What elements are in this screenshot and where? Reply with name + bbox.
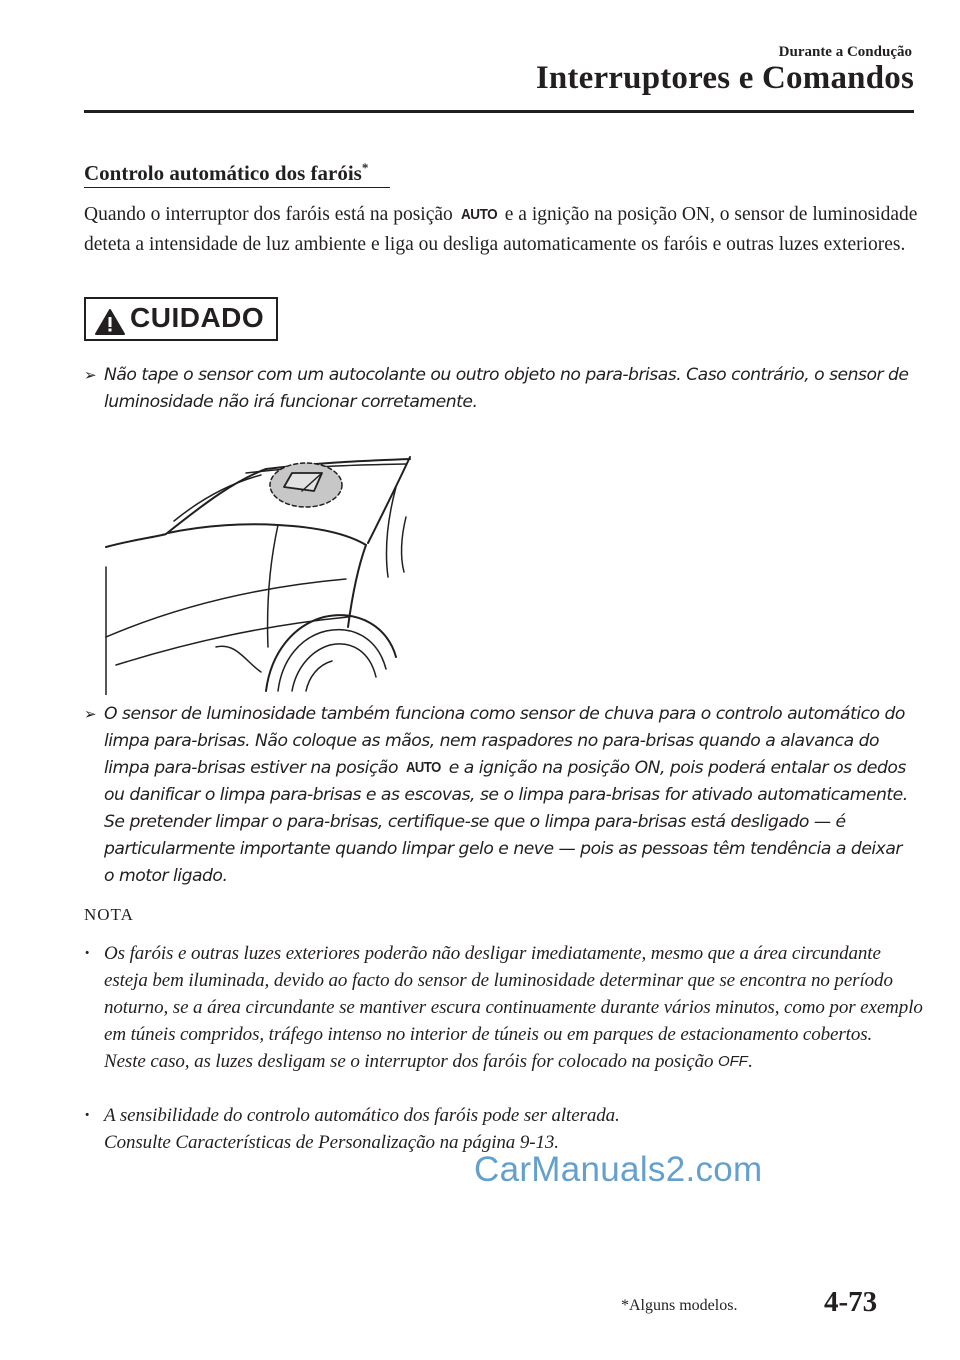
caution-item-2-text-end: e a ignição na posição ON, pois poderá entalar os dedos ou danificar o limpa para-brisas e as escovas, se o limpa para-brisas for ativado automaticamente. Se pretender limpar o para-brisas, certifique-se que o limpa para-brisas está desligado — é particularmente importante quando limpar gelo e neve — pois as pessoas têm tendência a deixar o motor ligado. (104, 758, 908, 886)
windshield-sensor-illustration (96, 447, 416, 695)
caution-item-1 (84, 362, 914, 416)
note-item-1-text (104, 940, 924, 1075)
off-position-symbol: OFF (718, 1053, 748, 1070)
caution-item-2-text (104, 701, 914, 890)
dot-bullet-icon: · (84, 1105, 91, 1126)
section-title (84, 160, 368, 186)
caution-item-1-text: Não tape o sensor com um autocolante ou outro objeto no para-brisas. Caso contrário, o sensor de luminosidade não irá funcionar corretamente. (104, 365, 909, 412)
intro-paragraph (84, 200, 924, 260)
arrowhead-bullet-icon: ➢ (84, 366, 97, 384)
header-chapter-title: Interruptores e Comandos (535, 60, 914, 96)
caution-item-2-text-start: O sensor de luminosidade também funciona como sensor de chuva para o controlo automático do limpa para-brisas. Não coloque as mãos, nem raspadores no para-brisas quando a alavanca do limpa para-brisas estiver na posição (104, 704, 905, 778)
header-section-label: Durante a Condução (778, 44, 912, 60)
watermark-text: CarManuals2.com (474, 1150, 763, 1189)
caution-item-2 (84, 701, 914, 890)
footnote: *Alguns modelos. (621, 1297, 738, 1314)
intro-text-start: Quando o interruptor dos faróis está na posição (84, 204, 458, 225)
arrowhead-bullet-icon: ➢ (84, 705, 97, 723)
note-item-1 (84, 940, 924, 1075)
note-item-1-line2-end: . (747, 1051, 753, 1072)
note-item-2-text (104, 1102, 924, 1156)
note-item-2-main: A sensibilidade do controlo automático dos faróis pode ser alterada. (104, 1105, 620, 1126)
section-title-mark: * (361, 160, 369, 175)
warning-triangle-icon (94, 308, 126, 336)
auto-position-symbol: AUTO (405, 760, 441, 776)
dot-bullet-icon: · (84, 943, 91, 964)
note-item-1-line2-start: Neste caso, as luzes desligam se o interruptor dos faróis for colocado na posição (104, 1051, 719, 1072)
header-rule (84, 110, 914, 113)
auto-position-symbol: AUTO (460, 206, 497, 223)
note-item-2 (84, 1102, 924, 1156)
note-label: NOTA (84, 905, 134, 924)
intro-text-end: e a ignição na posição ON, o sensor de luminosidade deteta a intensidade de luz ambiente e liga ou desliga automaticamente os faróis e outras luzes exteriores. (84, 204, 918, 255)
caution-badge (84, 297, 278, 341)
section-title-underline (84, 187, 390, 188)
page-number: 4-73 (824, 1286, 878, 1318)
note-item-1-main: Os faróis e outras luzes exteriores poderão não desligar imediatamente, mesmo que a área circundante esteja bem iluminada, devido ao facto do sensor de luminosidade determinar que se encontra no período noturno, se a área circundante se mantiver escura continuamente durante vários minutos, como por exemplo em túneis compridos, tráfego intenso no interior de túneis ou em parques de estacionamento cobertos. (104, 943, 923, 1045)
section-title-text: Controlo automático dos faróis (84, 161, 362, 185)
caution-label: CUIDADO (130, 302, 265, 333)
note-item-2-reference: Consulte Características de Personalização na página 9-13. (104, 1132, 559, 1153)
